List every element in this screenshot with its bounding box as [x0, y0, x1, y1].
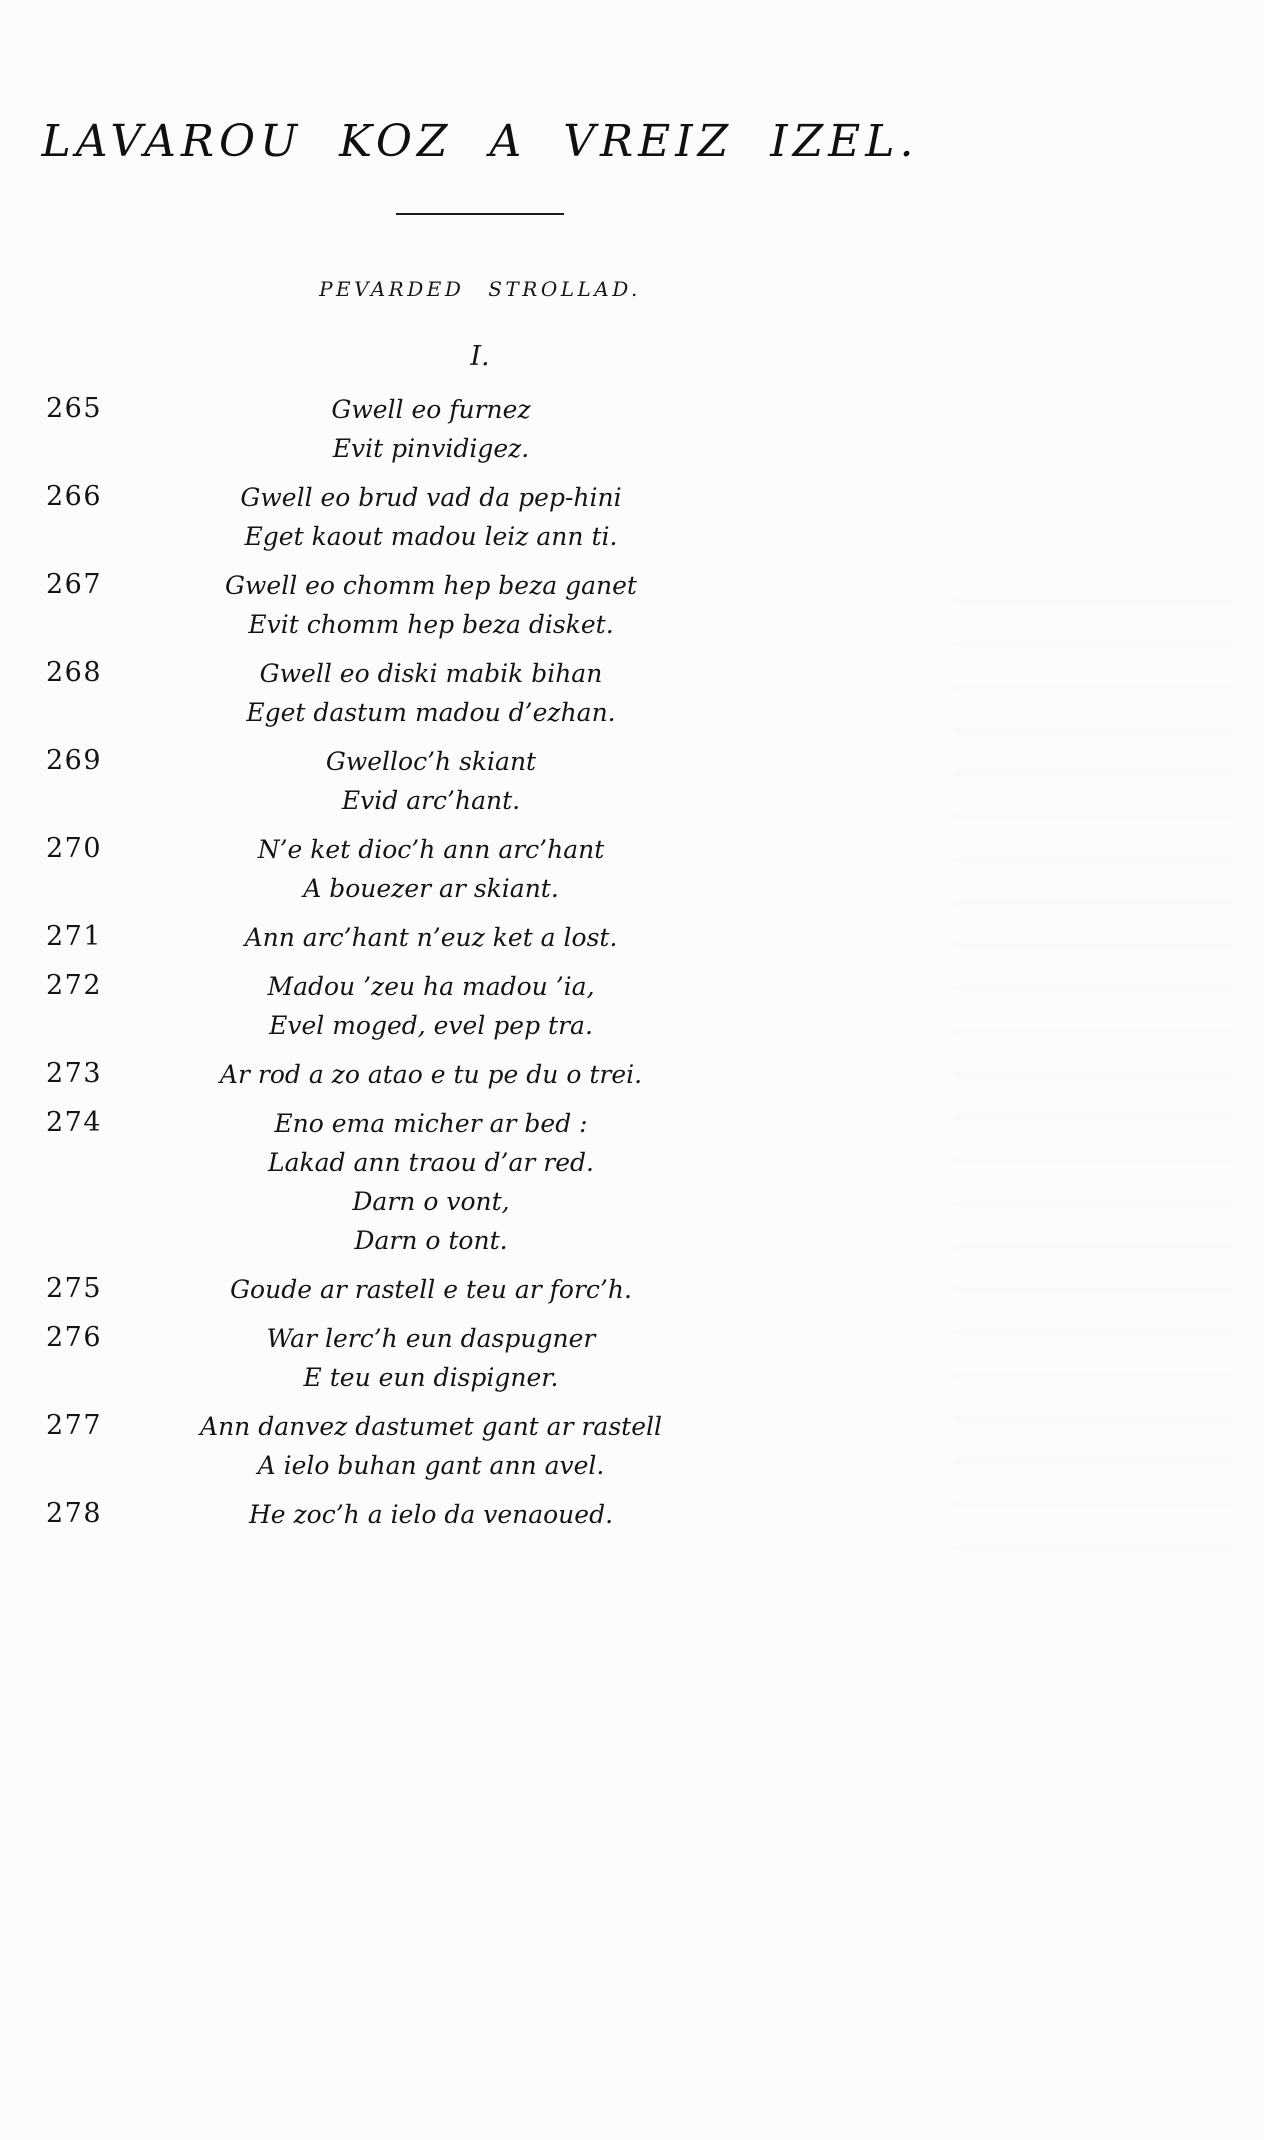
verse-line: Ann arc’hant n’euz ket a lost. [244, 923, 618, 952]
entry-row [0, 1270, 960, 1309]
verse-line: Goude ar rastell e teu ar forc’h. [230, 1275, 632, 1304]
entry-number: 275 [46, 1273, 103, 1304]
verse-line: War lerc’h eun daspugner [266, 1324, 596, 1353]
entry-number: 278 [46, 1498, 103, 1529]
entry-number: 274 [46, 1107, 103, 1138]
entry-row [0, 654, 960, 732]
entry-number: 267 [46, 569, 103, 600]
entry-number: 273 [46, 1058, 103, 1089]
entry-verse [228, 830, 634, 908]
entry-number: 277 [46, 1410, 103, 1441]
entry-row [0, 830, 960, 908]
verse-line: Gwelloc’h skiant [325, 747, 537, 776]
entry-number: 269 [46, 745, 103, 776]
verse-line: Darn o vont, [352, 1187, 510, 1216]
entry-number: 265 [46, 393, 103, 424]
entry-number: 268 [46, 657, 103, 688]
verse-line: Gwell eo diski mabik bihan [259, 659, 603, 688]
entry-row [0, 1407, 960, 1485]
verse-line: Gwell eo furnez [331, 395, 531, 424]
entry-verse [228, 1319, 634, 1397]
verse-line: Ar rod a zo atao e tu pe du o trei. [219, 1060, 643, 1089]
entry-row [0, 918, 960, 957]
entry-verse [228, 1270, 634, 1309]
entry-verse [219, 1055, 643, 1094]
entry-verse [228, 918, 634, 957]
page-subtitle: PEVARDED STROLLAD. [319, 277, 641, 301]
verse-line: E teu eun dispigner. [303, 1363, 559, 1392]
verse-line: Darn o tont. [354, 1226, 508, 1255]
verse-line: Gwell eo chomm hep beza ganet [225, 571, 637, 600]
verse-line: Madou ’zeu ha madou ’ia, [267, 972, 595, 1001]
verse-line: Eno ema micher ar bed : [274, 1109, 588, 1138]
entry-verse [225, 566, 637, 644]
verse-line: Ann danvez dastumet gant ar rastell [200, 1412, 662, 1441]
entry-row [0, 1104, 960, 1260]
entry-verse [228, 478, 634, 556]
entry-verse [228, 742, 634, 820]
verse-line: A bouezer ar skiant. [303, 874, 559, 903]
verse-line: Lakad ann traou d’ar red. [267, 1148, 594, 1177]
entry-row [0, 390, 960, 468]
entry-row [0, 566, 960, 644]
verse-line: Evit chomm hep beza disket. [248, 610, 614, 639]
verse-line: Eget kaout madou leiz ann ti. [244, 522, 618, 551]
verse-line: Evit pinvidigez. [332, 434, 530, 463]
entry-verse [228, 1495, 634, 1534]
verse-line: A ielo buhan gant ann avel. [257, 1451, 605, 1480]
verse-line: Gwell eo brud vad da pep-hini [240, 483, 622, 512]
entry-verse [228, 967, 634, 1045]
entries-list [0, 390, 960, 1534]
entry-verse [228, 1104, 634, 1260]
entry-row [0, 742, 960, 820]
verse-line: Eget dastum madou d’ezhan. [246, 698, 616, 727]
section-heading: I. [470, 341, 490, 372]
verse-line: He zoc’h a ielo da venaoued. [248, 1500, 614, 1529]
entry-row [0, 478, 960, 556]
page-title: LAVAROU KOZ A VREIZ IZEL. [41, 116, 919, 167]
entry-row [0, 1055, 960, 1094]
entry-number: 271 [46, 921, 103, 952]
entry-number: 266 [46, 481, 103, 512]
entry-number: 276 [46, 1322, 103, 1353]
scan-bleedthrough-noise [954, 600, 1234, 1550]
entry-number: 272 [46, 970, 103, 1001]
entry-row [0, 1495, 960, 1534]
verse-line: N’e ket dioc’h ann arc’hant [257, 835, 605, 864]
entry-row [0, 1319, 960, 1397]
entry-row [0, 967, 960, 1045]
entry-number: 270 [46, 833, 103, 864]
verse-line: Evel moged, evel pep tra. [269, 1011, 593, 1040]
verse-line: Evid arc’hant. [341, 786, 521, 815]
entry-verse [228, 390, 634, 468]
entry-verse [200, 1407, 662, 1485]
entry-verse [228, 654, 634, 732]
